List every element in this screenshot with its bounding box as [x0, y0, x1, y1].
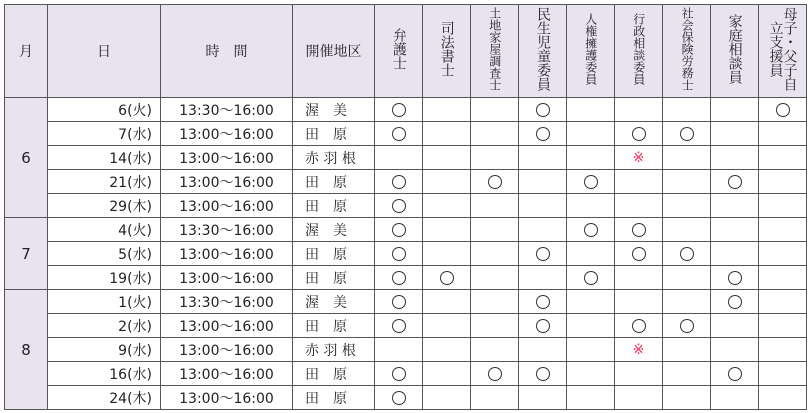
empty-cell: [663, 266, 711, 290]
table-row: [5, 386, 807, 410]
empty-cell: [519, 338, 567, 362]
empty-cell: [663, 194, 711, 218]
available-mark-cell: [519, 314, 567, 338]
available-mark-cell: [759, 98, 807, 122]
table-row: [5, 242, 807, 266]
table-row: [5, 98, 807, 122]
empty-cell: [375, 146, 423, 170]
available-mark-cell: [375, 122, 423, 146]
available-mark-cell: [663, 122, 711, 146]
empty-cell: [471, 122, 519, 146]
available-mark-cell: [375, 266, 423, 290]
available-mark-cell: [375, 290, 423, 314]
empty-cell: [759, 290, 807, 314]
available-mark-cell: [519, 122, 567, 146]
empty-cell: [471, 146, 519, 170]
empty-cell: [567, 314, 615, 338]
circle-icon: [776, 103, 790, 117]
available-mark-cell: [711, 362, 759, 386]
available-mark-cell: [519, 242, 567, 266]
available-mark-cell: [375, 98, 423, 122]
table-row: [5, 122, 807, 146]
area-cell: 赤 羽 根: [293, 146, 375, 170]
circle-icon: [632, 247, 646, 261]
empty-cell: [615, 194, 663, 218]
header-day: 日: [48, 5, 161, 98]
empty-cell: [423, 290, 471, 314]
header-sharoshi: 社会保険労務士: [663, 5, 711, 98]
empty-cell: [423, 194, 471, 218]
area-cell: 渥 美: [293, 290, 375, 314]
circle-icon: [536, 367, 550, 381]
available-mark-cell: [375, 386, 423, 410]
table-row: [5, 314, 807, 338]
circle-icon: [392, 295, 406, 309]
empty-cell: [423, 98, 471, 122]
header-katei: 家庭相談員: [711, 5, 759, 98]
table-row: [5, 194, 807, 218]
empty-cell: [567, 386, 615, 410]
empty-cell: [519, 386, 567, 410]
note-mark-cell: [615, 338, 663, 362]
area-cell: 田 原: [293, 266, 375, 290]
empty-cell: [711, 122, 759, 146]
empty-cell: [663, 146, 711, 170]
empty-cell: [471, 386, 519, 410]
empty-cell: [711, 242, 759, 266]
day-cell: 1(火): [48, 290, 161, 314]
empty-cell: [423, 242, 471, 266]
time-cell: 13:00～16:00: [161, 362, 293, 386]
available-mark-cell: [471, 170, 519, 194]
circle-icon: [440, 271, 454, 285]
empty-cell: [471, 338, 519, 362]
circle-icon: [488, 175, 502, 189]
circle-icon: [392, 127, 406, 141]
time-cell: 13:00～16:00: [161, 122, 293, 146]
table-row: [5, 170, 807, 194]
circle-icon: [392, 247, 406, 261]
empty-cell: [759, 242, 807, 266]
empty-cell: [567, 290, 615, 314]
day-cell: 4(火): [48, 218, 161, 242]
month-cell: 7: [5, 218, 48, 290]
table-row: [5, 146, 807, 170]
available-mark-cell: [519, 362, 567, 386]
circle-icon: [632, 319, 646, 333]
area-cell: 赤 羽 根: [293, 338, 375, 362]
consultation-schedule-table: [4, 4, 807, 410]
empty-cell: [471, 242, 519, 266]
empty-cell: [759, 266, 807, 290]
circle-icon: [680, 319, 694, 333]
month-cell: 8: [5, 290, 48, 410]
empty-cell: [567, 194, 615, 218]
circle-icon: [680, 127, 694, 141]
circle-icon: [680, 247, 694, 261]
empty-cell: [663, 386, 711, 410]
available-mark-cell: [567, 266, 615, 290]
empty-cell: [375, 338, 423, 362]
available-mark-cell: [615, 218, 663, 242]
available-mark-cell: [375, 218, 423, 242]
area-cell: 田 原: [293, 386, 375, 410]
empty-cell: [471, 218, 519, 242]
empty-cell: [663, 170, 711, 194]
empty-cell: [615, 362, 663, 386]
available-mark-cell: [711, 266, 759, 290]
time-cell: 13:30～16:00: [161, 218, 293, 242]
circle-icon: [584, 175, 598, 189]
available-mark-cell: [615, 314, 663, 338]
empty-cell: [471, 290, 519, 314]
available-mark-cell: [375, 242, 423, 266]
area-cell: 渥 美: [293, 98, 375, 122]
circle-icon: [536, 295, 550, 309]
circle-icon: [392, 175, 406, 189]
empty-cell: [423, 362, 471, 386]
time-cell: 13:00～16:00: [161, 170, 293, 194]
available-mark-cell: [663, 242, 711, 266]
available-mark-cell: [567, 170, 615, 194]
empty-cell: [471, 194, 519, 218]
empty-cell: [519, 146, 567, 170]
circle-icon: [536, 319, 550, 333]
header-month: 月: [5, 5, 48, 98]
time-cell: 13:00～16:00: [161, 242, 293, 266]
empty-cell: [759, 362, 807, 386]
circle-icon: [392, 391, 406, 405]
empty-cell: [759, 170, 807, 194]
day-cell: 7(水): [48, 122, 161, 146]
empty-cell: [423, 146, 471, 170]
schedule-body: [5, 98, 807, 410]
day-cell: 5(水): [48, 242, 161, 266]
empty-cell: [759, 146, 807, 170]
header-jinken: 人権擁護委員: [567, 5, 615, 98]
day-cell: 29(木): [48, 194, 161, 218]
area-cell: 田 原: [293, 242, 375, 266]
empty-cell: [663, 362, 711, 386]
table-row: [5, 362, 807, 386]
note-mark-cell: [615, 146, 663, 170]
empty-cell: [567, 146, 615, 170]
empty-cell: [711, 98, 759, 122]
day-cell: 6(火): [48, 98, 161, 122]
empty-cell: [519, 170, 567, 194]
available-mark-cell: [375, 170, 423, 194]
circle-icon: [536, 127, 550, 141]
empty-cell: [423, 314, 471, 338]
area-cell: 田 原: [293, 194, 375, 218]
table-row: [5, 218, 807, 242]
empty-cell: [711, 218, 759, 242]
available-mark-cell: [375, 314, 423, 338]
time-cell: 13:30～16:00: [161, 290, 293, 314]
header-bengoshi: 弁護士: [375, 5, 423, 98]
table-row: [5, 290, 807, 314]
table-row: [5, 266, 807, 290]
empty-cell: [471, 98, 519, 122]
note-mark: ※: [632, 341, 645, 358]
header-shihoshoshi: 司法書士: [423, 5, 471, 98]
available-mark-cell: [615, 122, 663, 146]
day-cell: 24(木): [48, 386, 161, 410]
circle-icon: [536, 103, 550, 117]
circle-icon: [392, 271, 406, 285]
empty-cell: [471, 314, 519, 338]
empty-cell: [615, 266, 663, 290]
circle-icon: [632, 127, 646, 141]
empty-cell: [759, 122, 807, 146]
header-area: 開催地区: [293, 5, 375, 98]
empty-cell: [567, 98, 615, 122]
circle-icon: [392, 103, 406, 117]
table-row: [5, 338, 807, 362]
circle-icon: [536, 247, 550, 261]
empty-cell: [711, 386, 759, 410]
day-cell: 9(水): [48, 338, 161, 362]
header-boshi: 母子・父子自立支援員: [759, 5, 807, 98]
available-mark-cell: [711, 290, 759, 314]
circle-icon: [632, 223, 646, 237]
time-cell: 13:00～16:00: [161, 266, 293, 290]
empty-cell: [519, 194, 567, 218]
empty-cell: [711, 146, 759, 170]
circle-icon: [728, 367, 742, 381]
day-cell: 2(水): [48, 314, 161, 338]
empty-cell: [615, 290, 663, 314]
header-time: 時 間: [161, 5, 293, 98]
day-cell: 16(水): [48, 362, 161, 386]
header-minsei: 民生児童委員: [519, 5, 567, 98]
empty-cell: [423, 170, 471, 194]
available-mark-cell: [711, 170, 759, 194]
empty-cell: [759, 194, 807, 218]
available-mark-cell: [375, 362, 423, 386]
empty-cell: [759, 218, 807, 242]
note-mark: ※: [632, 149, 645, 166]
empty-cell: [711, 338, 759, 362]
empty-cell: [759, 314, 807, 338]
day-cell: 14(水): [48, 146, 161, 170]
time-cell: 13:00～16:00: [161, 146, 293, 170]
empty-cell: [711, 194, 759, 218]
empty-cell: [615, 98, 663, 122]
area-cell: 田 原: [293, 170, 375, 194]
empty-cell: [567, 122, 615, 146]
time-cell: 13:30～16:00: [161, 98, 293, 122]
circle-icon: [392, 367, 406, 381]
empty-cell: [759, 338, 807, 362]
empty-cell: [615, 386, 663, 410]
day-cell: 19(水): [48, 266, 161, 290]
available-mark-cell: [615, 242, 663, 266]
empty-cell: [663, 290, 711, 314]
available-mark-cell: [519, 98, 567, 122]
circle-icon: [584, 223, 598, 237]
available-mark-cell: [423, 266, 471, 290]
circle-icon: [728, 175, 742, 189]
time-cell: 13:00～16:00: [161, 194, 293, 218]
available-mark-cell: [567, 218, 615, 242]
empty-cell: [519, 266, 567, 290]
empty-cell: [663, 338, 711, 362]
available-mark-cell: [663, 314, 711, 338]
empty-cell: [663, 98, 711, 122]
available-mark-cell: [519, 290, 567, 314]
empty-cell: [471, 266, 519, 290]
empty-cell: [759, 386, 807, 410]
circle-icon: [392, 223, 406, 237]
area-cell: 田 原: [293, 122, 375, 146]
empty-cell: [423, 122, 471, 146]
header-row: [5, 5, 807, 98]
time-cell: 13:00～16:00: [161, 386, 293, 410]
empty-cell: [423, 386, 471, 410]
area-cell: 渥 美: [293, 218, 375, 242]
month-cell: 6: [5, 98, 48, 218]
day-cell: 21(水): [48, 170, 161, 194]
header-tochikaoku: 土地家屋調査士: [471, 5, 519, 98]
header-gyosei: 行政相談委員: [615, 5, 663, 98]
available-mark-cell: [375, 194, 423, 218]
empty-cell: [663, 218, 711, 242]
empty-cell: [567, 242, 615, 266]
circle-icon: [392, 319, 406, 333]
circle-icon: [728, 271, 742, 285]
empty-cell: [711, 314, 759, 338]
area-cell: 田 原: [293, 314, 375, 338]
empty-cell: [423, 218, 471, 242]
available-mark-cell: [471, 362, 519, 386]
circle-icon: [584, 271, 598, 285]
circle-icon: [728, 295, 742, 309]
time-cell: 13:00～16:00: [161, 314, 293, 338]
area-cell: 田 原: [293, 362, 375, 386]
empty-cell: [519, 218, 567, 242]
empty-cell: [615, 170, 663, 194]
empty-cell: [567, 362, 615, 386]
time-cell: 13:00～16:00: [161, 338, 293, 362]
circle-icon: [392, 199, 406, 213]
circle-icon: [488, 367, 502, 381]
empty-cell: [567, 338, 615, 362]
empty-cell: [423, 338, 471, 362]
